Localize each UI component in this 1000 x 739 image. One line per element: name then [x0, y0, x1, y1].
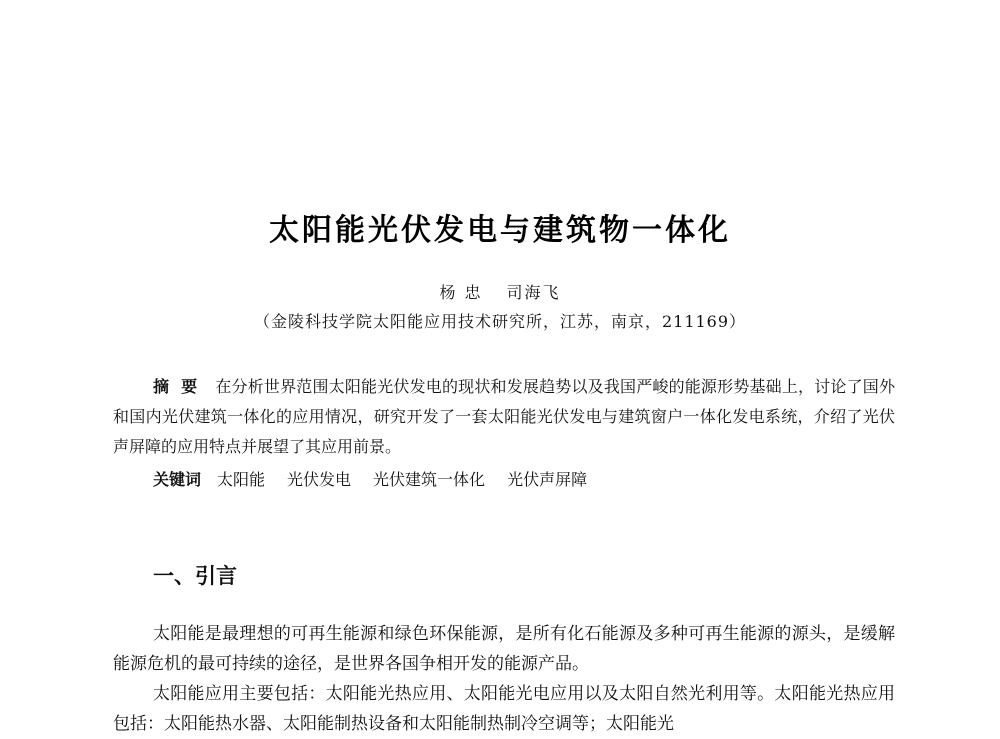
body-paragraph: 太阳能是最理想的可再生能源和绿色环保能源，是所有化石能源及多种可再生能源的源头，是缓解能源危机的最可持续的途径，是世界各国争相开发的能源产品。	[113, 624, 895, 674]
body-paragraph: 太阳能应用主要包括：太阳能光热应用、太阳能光电应用以及太阳自然光利用等。太阳能光热应用包括：太阳能热水器、太阳能制热设备和太阳能制热制冷空调等；太阳能光	[113, 684, 895, 734]
paper-title: 太阳能光伏发电与建筑物一体化	[269, 213, 731, 248]
keyword: 光伏声屏障	[507, 470, 588, 489]
abstract	[113, 372, 895, 462]
abstract-text: 在分析世界范围太阳能光伏发电的现状和发展趋势以及我国严峻的能源形势基础上，讨论了国外和国内光伏建筑一体化的应用情况，研究开发了一套太阳能光伏发电与建筑窗户一体化发电系统，介绍了光伏声屏障的应用特点并展望了其应用前景。	[113, 377, 895, 456]
author-list	[0, 280, 1000, 303]
author-name: 司海飞	[506, 283, 561, 302]
abstract-label: 摘要	[153, 377, 210, 396]
author-name: 杨 忠	[439, 283, 483, 302]
keywords	[153, 465, 609, 495]
keyword: 光伏建筑一体化	[373, 470, 486, 489]
keyword: 太阳能	[217, 470, 266, 489]
keyword: 光伏发电	[287, 470, 352, 489]
keywords-label: 关键词	[153, 470, 202, 489]
section-heading: 一、引言	[153, 564, 237, 588]
author-affiliation: （金陵科技学院太阳能应用技术研究所，江苏，南京，211169）	[253, 312, 747, 331]
